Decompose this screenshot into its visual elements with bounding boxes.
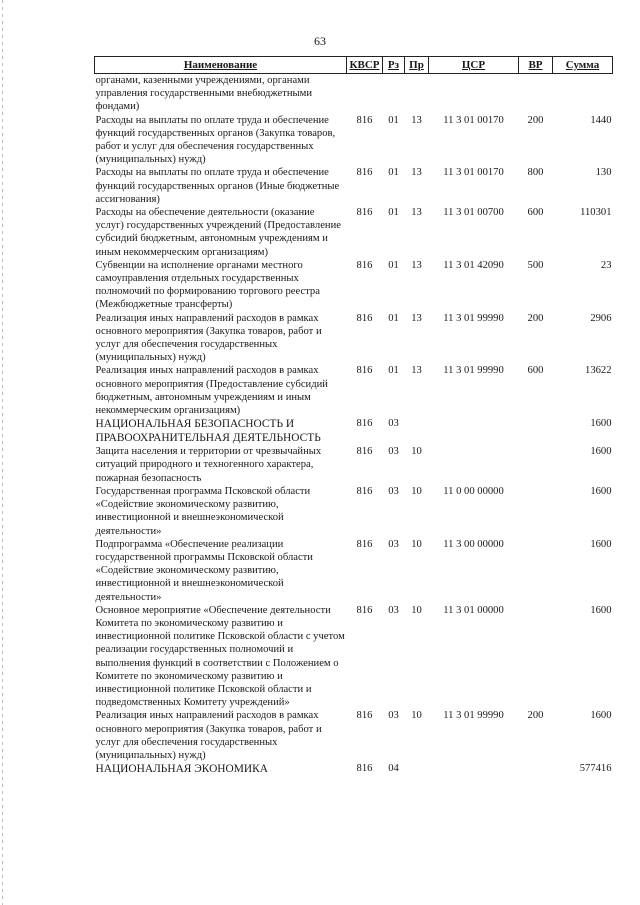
row-sum: 1440: [590, 114, 612, 126]
row-vr: [519, 538, 553, 604]
header-csr: ЦСР: [429, 57, 519, 74]
row-rz: 04: [388, 763, 399, 775]
row-pr: 10: [411, 604, 422, 616]
budget-table: [94, 56, 613, 776]
row-name: Защита населения и территории от чрезвычайных ситуаций природного и техногенного характера, пожарная безопасность: [95, 446, 322, 484]
table-row: [95, 364, 613, 417]
row-csr: 11 3 01 99990: [443, 710, 504, 722]
row-rz: 03: [388, 446, 399, 458]
header-name: Наименование: [95, 57, 347, 74]
row-name: Государственная программа Псковской области «Содействие экономическому развитию, инвестиционной и внешнеэкономической деятельности»: [95, 485, 311, 537]
row-name: Реализация иных направлений расходов в рамках основного мероприятия (Закупка товаров, работ и услуг для обеспечения государственных (муниципальных) нужд): [95, 710, 322, 761]
row-pr: 13: [411, 167, 422, 179]
row-name: Расходы на выплаты по оплате труда и обеспечение функций государственных органов (Иные бюджетные ассигнования): [95, 167, 340, 205]
row-kvsr: 816: [356, 418, 373, 430]
row-rz: 03: [388, 538, 399, 550]
page-number: 63: [314, 34, 326, 48]
row-rz: 01: [388, 365, 399, 377]
row-csr: [429, 417, 519, 445]
row-vr: [519, 485, 553, 538]
row-pr: [405, 762, 429, 776]
table-row: [95, 485, 613, 538]
row-pr: 13: [411, 365, 422, 377]
row-vr: 500: [527, 259, 544, 271]
row-name: Реализация иных направлений расходов в рамках основного мероприятия (Закупка товаров, работ и услуг для обеспечения государственных (муниципальных) нужд): [95, 312, 322, 364]
row-rz: 03: [388, 418, 399, 430]
row-csr: 11 3 01 00000: [443, 604, 504, 616]
row-csr: 11 3 01 00700: [443, 207, 504, 219]
row-kvsr: 816: [356, 604, 373, 616]
header-sum: Сумма: [553, 57, 613, 74]
row-vr: 200: [527, 710, 544, 722]
row-pr: 10: [411, 446, 422, 458]
row-vr: [519, 445, 553, 485]
row-rz: [383, 74, 405, 114]
row-pr: 10: [411, 538, 422, 550]
row-sum: 577416: [579, 763, 612, 775]
row-csr: 11 3 01 42090: [443, 259, 504, 271]
row-rz: 01: [388, 167, 399, 179]
row-vr: [519, 74, 553, 114]
row-pr: 13: [411, 207, 422, 219]
table-row: [95, 538, 613, 604]
table-row: [95, 206, 613, 259]
row-rz: 03: [388, 710, 399, 722]
table-header-row: [95, 57, 613, 74]
row-pr: 10: [411, 485, 422, 497]
row-kvsr: 816: [356, 538, 373, 550]
row-vr: 600: [527, 207, 544, 219]
table-row: [95, 74, 613, 114]
row-csr: [429, 762, 519, 776]
row-name: НАЦИОНАЛЬНАЯ ЭКОНОМИКА: [95, 763, 268, 776]
table-row: [95, 259, 613, 312]
row-sum: 1600: [590, 485, 612, 497]
table-row: [95, 604, 613, 710]
table-row: [95, 166, 613, 206]
row-kvsr: 816: [356, 485, 373, 497]
row-kvsr: [347, 74, 383, 114]
row-kvsr: 816: [356, 763, 373, 775]
row-pr: 13: [411, 114, 422, 126]
row-name: Подпрограмма «Обеспечение реализации государственной программы Псковской области «Содействие экономическому развитию, инвестиционной и внешнеэкономической деятельности»: [95, 538, 313, 603]
row-kvsr: 816: [356, 312, 373, 324]
row-rz: 01: [388, 114, 399, 126]
row-name: Расходы на выплаты по оплате труда и обеспечение функций государственных органов (Закупка товаров, работ и услуг для обеспечения государственных (муниципальных) нужд): [95, 114, 336, 166]
table-row: [95, 762, 613, 776]
row-rz: 03: [388, 604, 399, 616]
row-vr: 200: [527, 312, 544, 324]
scan-edge: [2, 0, 3, 905]
row-kvsr: 816: [356, 259, 373, 271]
row-vr: 200: [527, 114, 544, 126]
row-rz: 03: [388, 485, 399, 497]
row-csr: 11 3 01 00170: [443, 114, 504, 126]
table-row: [95, 114, 613, 167]
row-kvsr: 816: [356, 446, 373, 458]
row-pr: [405, 74, 429, 114]
row-rz: 01: [388, 312, 399, 324]
table-row: [95, 445, 613, 485]
row-sum: [553, 74, 613, 114]
row-pr: 13: [411, 312, 422, 324]
row-rz: 01: [388, 259, 399, 271]
row-sum: 1600: [590, 446, 612, 458]
row-kvsr: 816: [356, 710, 373, 722]
row-sum: 1600: [590, 604, 612, 616]
row-sum: 2906: [590, 312, 612, 324]
row-vr: [519, 417, 553, 445]
row-vr: [519, 762, 553, 776]
header-rz: Рз: [383, 57, 405, 74]
row-name: Основное мероприятие «Обеспечение деятельности Комитета по экономическому развитию и инвестиционной политике Псковской области с учетом реализации государственных полномочий и выполнения функций в соответствии с Положением о Комитете по экономическому развитию и инвестиционной политике Псковской области и подведомственных Комитету учреждений»: [95, 604, 345, 709]
row-name: Реализация иных направлений расходов в рамках основного мероприятия (Предоставление субсидий бюджетным, автономным учреждениям и иным некоммерческим организациям): [95, 365, 328, 417]
row-name: НАЦИОНАЛЬНАЯ БЕЗОПАСНОСТЬ И ПРАВООХРАНИТЕЛЬНАЯ ДЕЯТЕЛЬНОСТЬ: [95, 418, 321, 445]
row-sum: 1600: [590, 538, 612, 550]
row-name: органами, казенными учреждениями, органами управления государственными внебюджетными фондами): [95, 75, 313, 113]
header-pr: Пр: [405, 57, 429, 74]
row-kvsr: 816: [356, 365, 373, 377]
row-csr: 11 3 01 00170: [443, 167, 504, 179]
table-row: [95, 709, 613, 762]
row-vr: 600: [527, 365, 544, 377]
row-csr: 11 0 00 00000: [443, 485, 504, 497]
row-vr: 800: [527, 167, 544, 179]
row-csr: 11 3 01 99990: [443, 365, 504, 377]
header-kvsr: КВСР: [347, 57, 383, 74]
table-row: [95, 417, 613, 445]
row-csr: 11 3 00 00000: [443, 538, 504, 550]
row-rz: 01: [388, 207, 399, 219]
row-sum: 130: [595, 167, 612, 179]
row-sum: 110301: [580, 207, 612, 219]
table-row: [95, 312, 613, 365]
row-pr: [405, 417, 429, 445]
row-csr: 11 3 01 99990: [443, 312, 504, 324]
row-kvsr: 816: [356, 207, 373, 219]
row-csr: [429, 445, 519, 485]
row-sum: 23: [600, 259, 612, 271]
row-sum: 1600: [590, 710, 612, 722]
row-csr: [429, 74, 519, 114]
row-kvsr: 816: [356, 114, 373, 126]
row-vr: [519, 604, 553, 710]
row-sum: 13622: [585, 365, 612, 377]
row-name: Субвенции на исполнение органами местного самоуправления отдельных государственных полномочий по формированию торгового реестра (Межбюджетные трансферты): [95, 259, 320, 311]
row-pr: 13: [411, 259, 422, 271]
row-name: Расходы на обеспечение деятельности (оказание услуг) государственных учреждений (Предоставление субсидий бюджетным, автономным учреждениям и иным некоммерческим организациям): [95, 207, 341, 258]
row-pr: 10: [411, 710, 422, 722]
row-sum: 1600: [590, 418, 612, 430]
row-kvsr: 816: [356, 167, 373, 179]
header-vr: ВР: [519, 57, 553, 74]
